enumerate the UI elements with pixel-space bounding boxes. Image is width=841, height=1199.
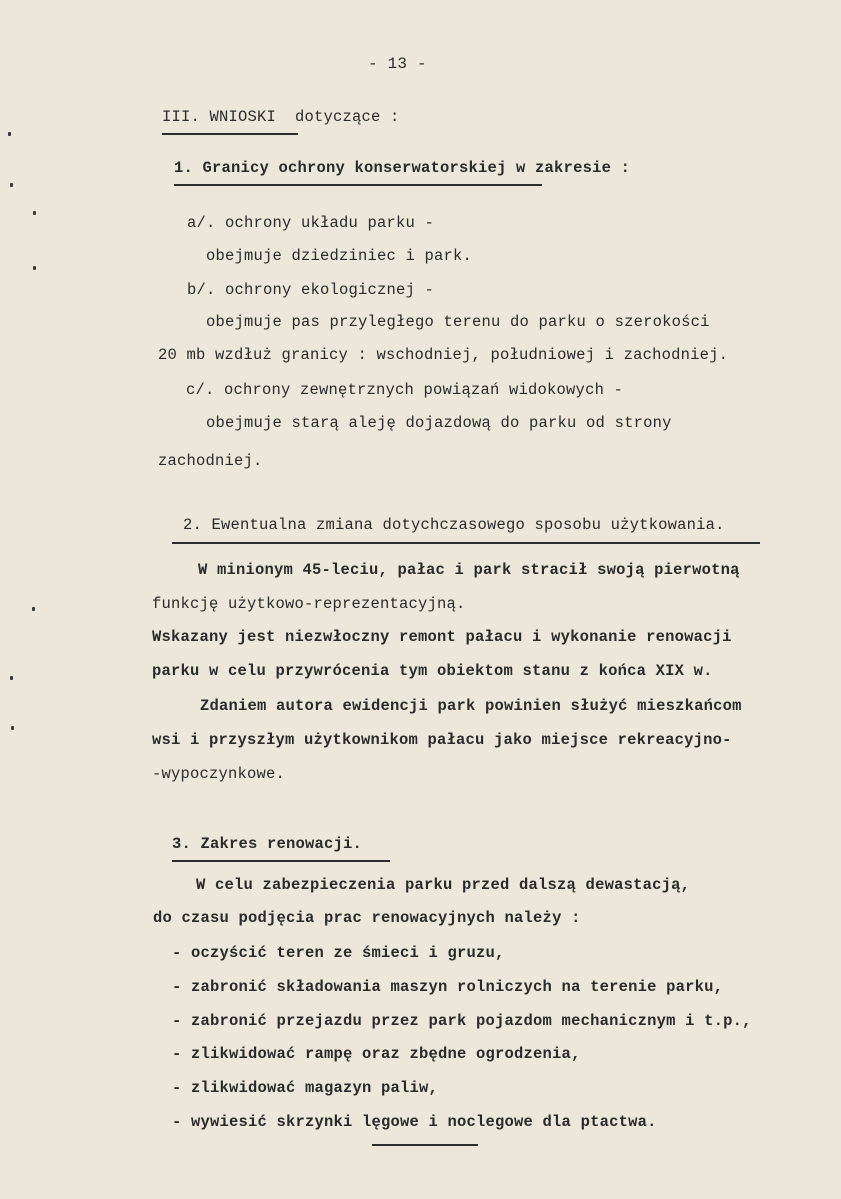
sub1-line: 20 mb wzdłuż granicy : wschodniej, południowej i zachodniej. <box>158 346 729 364</box>
sub3-line: - zabronić przejazdu przez park pojazdom mechanicznym i t.p., <box>172 1012 752 1030</box>
sub3-line: W celu zabezpieczenia parku przed dalszą dewastacją, <box>196 876 691 894</box>
sub1-line: c/. ochrony zewnętrznych powiązań widokowych - <box>186 381 624 399</box>
margin-speck <box>33 266 36 270</box>
section-heading-underline <box>162 133 298 135</box>
sub1-line: zachodniej. <box>158 452 263 470</box>
margin-speck <box>10 183 13 187</box>
sub2-line: Zdaniem autora ewidencji park powinien służyć mieszkańcom <box>200 697 742 715</box>
sub1-line: obejmuje dziedziniec i park. <box>206 247 473 265</box>
sub1-heading: 1. Granicy ochrony konserwatorskiej w zakresie : <box>174 159 631 177</box>
sub1-line: obejmuje starą aleję dojazdową do parku od strony <box>206 414 672 432</box>
margin-speck <box>8 132 11 136</box>
sub3-line: - zlikwidować rampę oraz zbędne ogrodzenia, <box>172 1045 581 1063</box>
sub3-line: - zlikwidować magazyn paliw, <box>172 1079 439 1097</box>
page-number: - 13 - <box>368 55 427 73</box>
sub3-line: - oczyścić teren ze śmieci i gruzu, <box>172 944 505 962</box>
margin-speck <box>10 676 13 680</box>
sub3-line: - zabronić składowania maszyn rolniczych na terenie parku, <box>172 978 724 996</box>
section-heading-title: III. WNIOSKI <box>162 108 277 126</box>
sub1-line: a/. ochrony układu parku - <box>187 214 435 232</box>
sub2-line: wsi i przyszłym użytkownikom pałacu jako miejsce rekreacyjno- <box>152 731 732 749</box>
section-heading <box>162 108 400 126</box>
sub1-line: b/. ochrony ekologicznej - <box>187 281 435 299</box>
sub3-heading-underline <box>172 860 390 862</box>
sub3-line: do czasu podjęcia prac renowacyjnych należy : <box>153 909 581 927</box>
margin-speck <box>33 211 36 215</box>
sub2-line: W minionym 45-leciu, pałac i park stracił swoją pierwotną <box>198 561 740 579</box>
sub2-heading: 2. Ewentualna zmiana dotychczasowego sposobu użytkowania. <box>183 516 725 534</box>
section-heading-rest: dotyczące : <box>295 108 400 126</box>
closing-rule <box>372 1144 478 1146</box>
sub2-line: -wypoczynkowe. <box>152 765 286 783</box>
sub2-line: funkcję użytkowo-reprezentacyjną. <box>152 595 466 613</box>
sub2-line: parku w celu przywrócenia tym obiektom stanu z końca XIX w. <box>152 662 713 680</box>
margin-speck <box>11 726 14 730</box>
sub2-line: Wskazany jest niezwłoczny remont pałacu i wykonanie renowacji <box>152 628 732 646</box>
margin-speck <box>32 607 35 611</box>
sub2-heading-underline <box>172 542 760 544</box>
sub1-heading-underline <box>174 184 542 186</box>
sub3-heading: 3. Zakres renowacji. <box>172 835 363 853</box>
sub1-line: obejmuje pas przyległego terenu do parku o szerokości <box>206 313 710 331</box>
sub3-line: - wywiesić skrzynki lęgowe i noclegowe dla ptactwa. <box>172 1113 657 1131</box>
